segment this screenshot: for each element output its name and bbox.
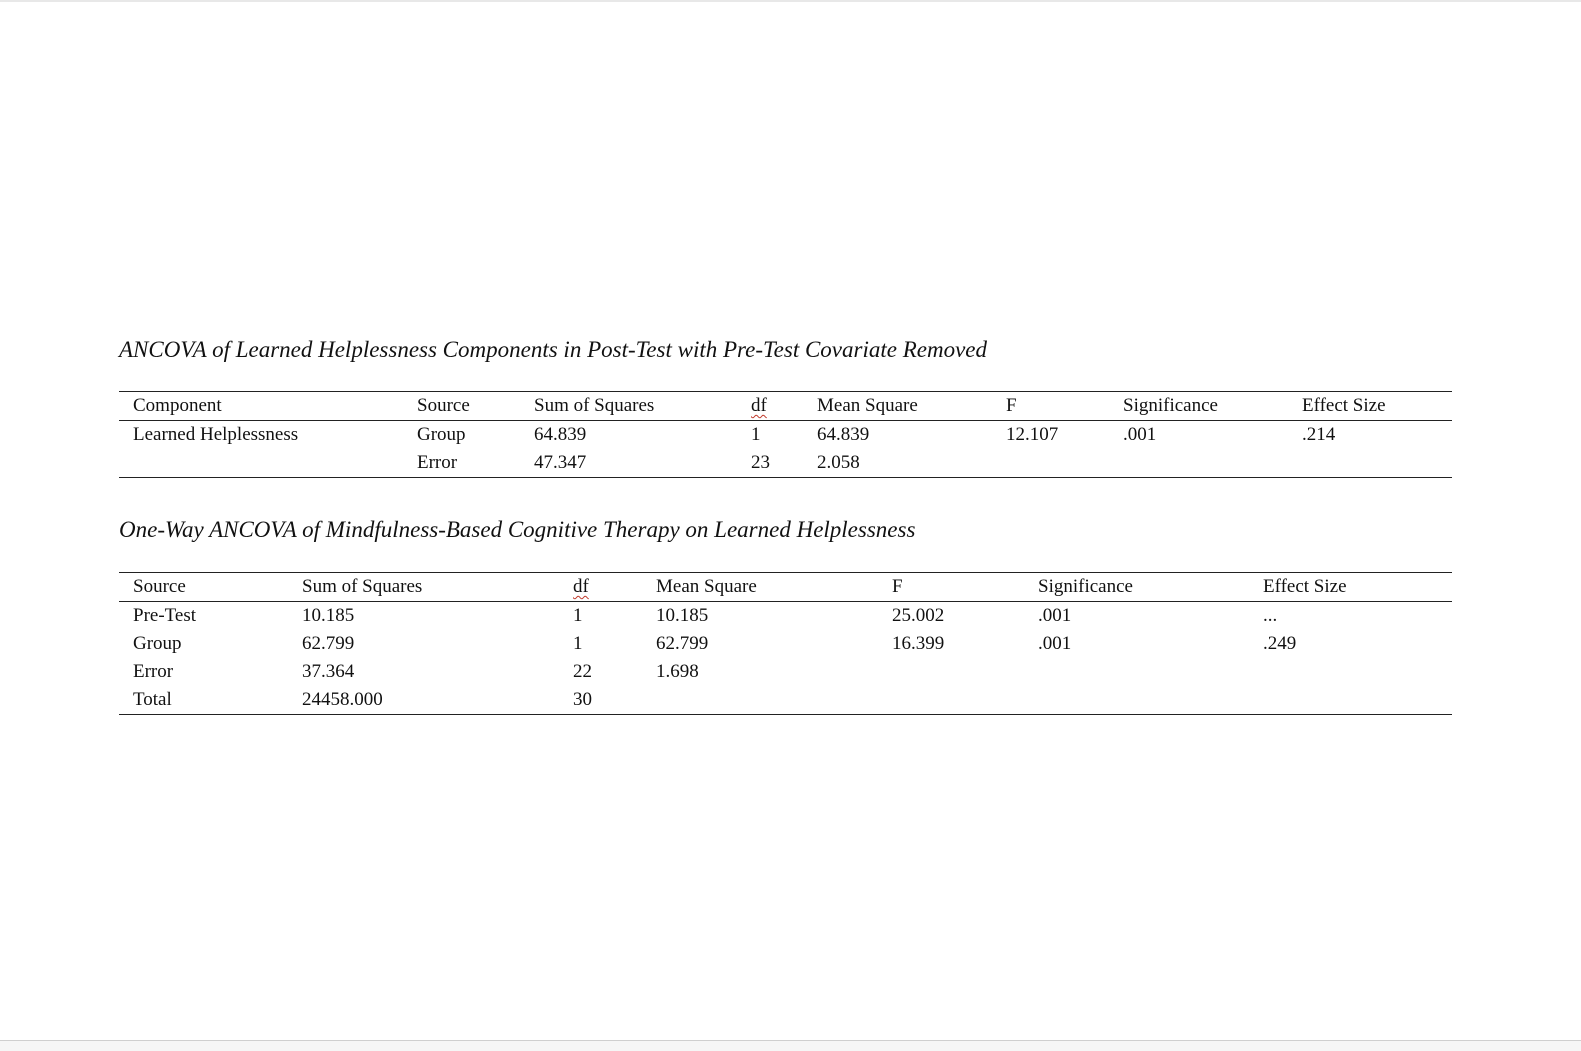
table-row: [119, 658, 1452, 686]
table2-header-source: Source: [133, 576, 186, 597]
table2-cell-sum-of-squares: 62.799: [302, 633, 355, 654]
page-top-edge: [0, 0, 1581, 2]
table1-header-df-label: df: [751, 395, 767, 416]
table1-cell-f: 12.107: [1006, 424, 1059, 445]
table-row: [119, 686, 1452, 715]
table2-cell-effect-size: [1263, 686, 1452, 715]
table1-cell-effect-size: [1302, 449, 1452, 478]
table1-cell-mean-square: 2.058: [817, 452, 860, 473]
table-row: [119, 449, 1452, 478]
table2-cell-source: Total: [133, 689, 172, 710]
table1-cell-significance: [1123, 449, 1302, 478]
table2-cell-f: [892, 658, 1038, 686]
table2-cell-mean-square: [656, 686, 892, 715]
table1-header-effect-size: Effect Size: [1302, 395, 1386, 416]
table2-cell-sum-of-squares: 37.364: [302, 661, 355, 682]
table2-header-effect-size: Effect Size: [1263, 576, 1347, 597]
table1-header-f: F: [1006, 395, 1017, 416]
table2-one-way-ancova: [119, 572, 1452, 715]
table2-header-significance: Significance: [1038, 576, 1133, 597]
table2-cell-df: 1: [573, 605, 583, 626]
table-row: [119, 602, 1452, 631]
table2-header-row: [119, 573, 1452, 602]
table1-cell-sum-of-squares: 47.347: [534, 452, 587, 473]
table2-cell-df: 22: [573, 661, 592, 682]
table1-cell-component: Learned Helplessness: [133, 424, 299, 445]
table2-header-df-label: df: [573, 576, 589, 597]
page-bottom-edge: [0, 1040, 1581, 1051]
table1-header-df: [751, 392, 817, 421]
table1-header-component: Component: [133, 395, 222, 416]
table2-cell-effect-size: .249: [1263, 633, 1297, 654]
table-row: [119, 421, 1452, 450]
table1-cell-f: [1006, 449, 1123, 478]
table1-cell-component: [119, 449, 417, 478]
table2-header-f: F: [892, 576, 903, 597]
table2-cell-df: 1: [573, 633, 583, 654]
table2-caption: One-Way ANCOVA of Mindfulness-Based Cognitive Therapy on Learned Helplessness: [119, 517, 916, 542]
table1-cell-df: 1: [751, 424, 761, 445]
table1-cell-effect-size: .214: [1302, 424, 1336, 445]
table1-ancova-components: [119, 391, 1452, 478]
table1-header-source: Source: [417, 395, 470, 416]
table2-cell-effect-size: [1263, 658, 1452, 686]
table2-header-sum-of-squares: Sum of Squares: [302, 576, 423, 597]
table2-cell-f: 16.399: [892, 633, 945, 654]
table1-header-row: [119, 392, 1452, 421]
table2-header-df: [573, 573, 656, 602]
table2-cell-effect-size: ...: [1263, 605, 1278, 626]
table1-cell-significance: .001: [1123, 424, 1157, 445]
table2-header-mean-square: Mean Square: [656, 576, 757, 597]
table2-cell-significance: .001: [1038, 633, 1072, 654]
table1-cell-sum-of-squares: 64.839: [534, 424, 587, 445]
table2-cell-f: [892, 686, 1038, 715]
table2-cell-significance: .001: [1038, 605, 1072, 626]
table2-cell-f: 25.002: [892, 605, 945, 626]
table1-cell-df: 23: [751, 452, 770, 473]
table2-cell-significance: [1038, 658, 1263, 686]
table2-cell-mean-square: 10.185: [656, 605, 709, 626]
table2-cell-df: 30: [573, 689, 592, 710]
table1-header-significance: Significance: [1123, 395, 1218, 416]
table1-caption: ANCOVA of Learned Helplessness Components in Post-Test with Pre-Test Covariate Removed: [119, 337, 987, 362]
table1-cell-source: Group: [417, 424, 466, 445]
table2-cell-source: Group: [133, 633, 182, 654]
table1-header-mean-square: Mean Square: [817, 395, 918, 416]
table2-cell-mean-square: 62.799: [656, 633, 709, 654]
table2-cell-source: Pre-Test: [133, 605, 197, 626]
table2-cell-sum-of-squares: 10.185: [302, 605, 355, 626]
table2-cell-significance: [1038, 686, 1263, 715]
table2-cell-mean-square: 1.698: [656, 661, 699, 682]
table2-cell-source: Error: [133, 661, 174, 682]
table2-cell-sum-of-squares: 24458.000: [302, 689, 383, 710]
table1-header-sum-of-squares: Sum of Squares: [534, 395, 655, 416]
table1-cell-mean-square: 64.839: [817, 424, 870, 445]
table1-cell-source: Error: [417, 452, 458, 473]
table-row: [119, 630, 1452, 658]
